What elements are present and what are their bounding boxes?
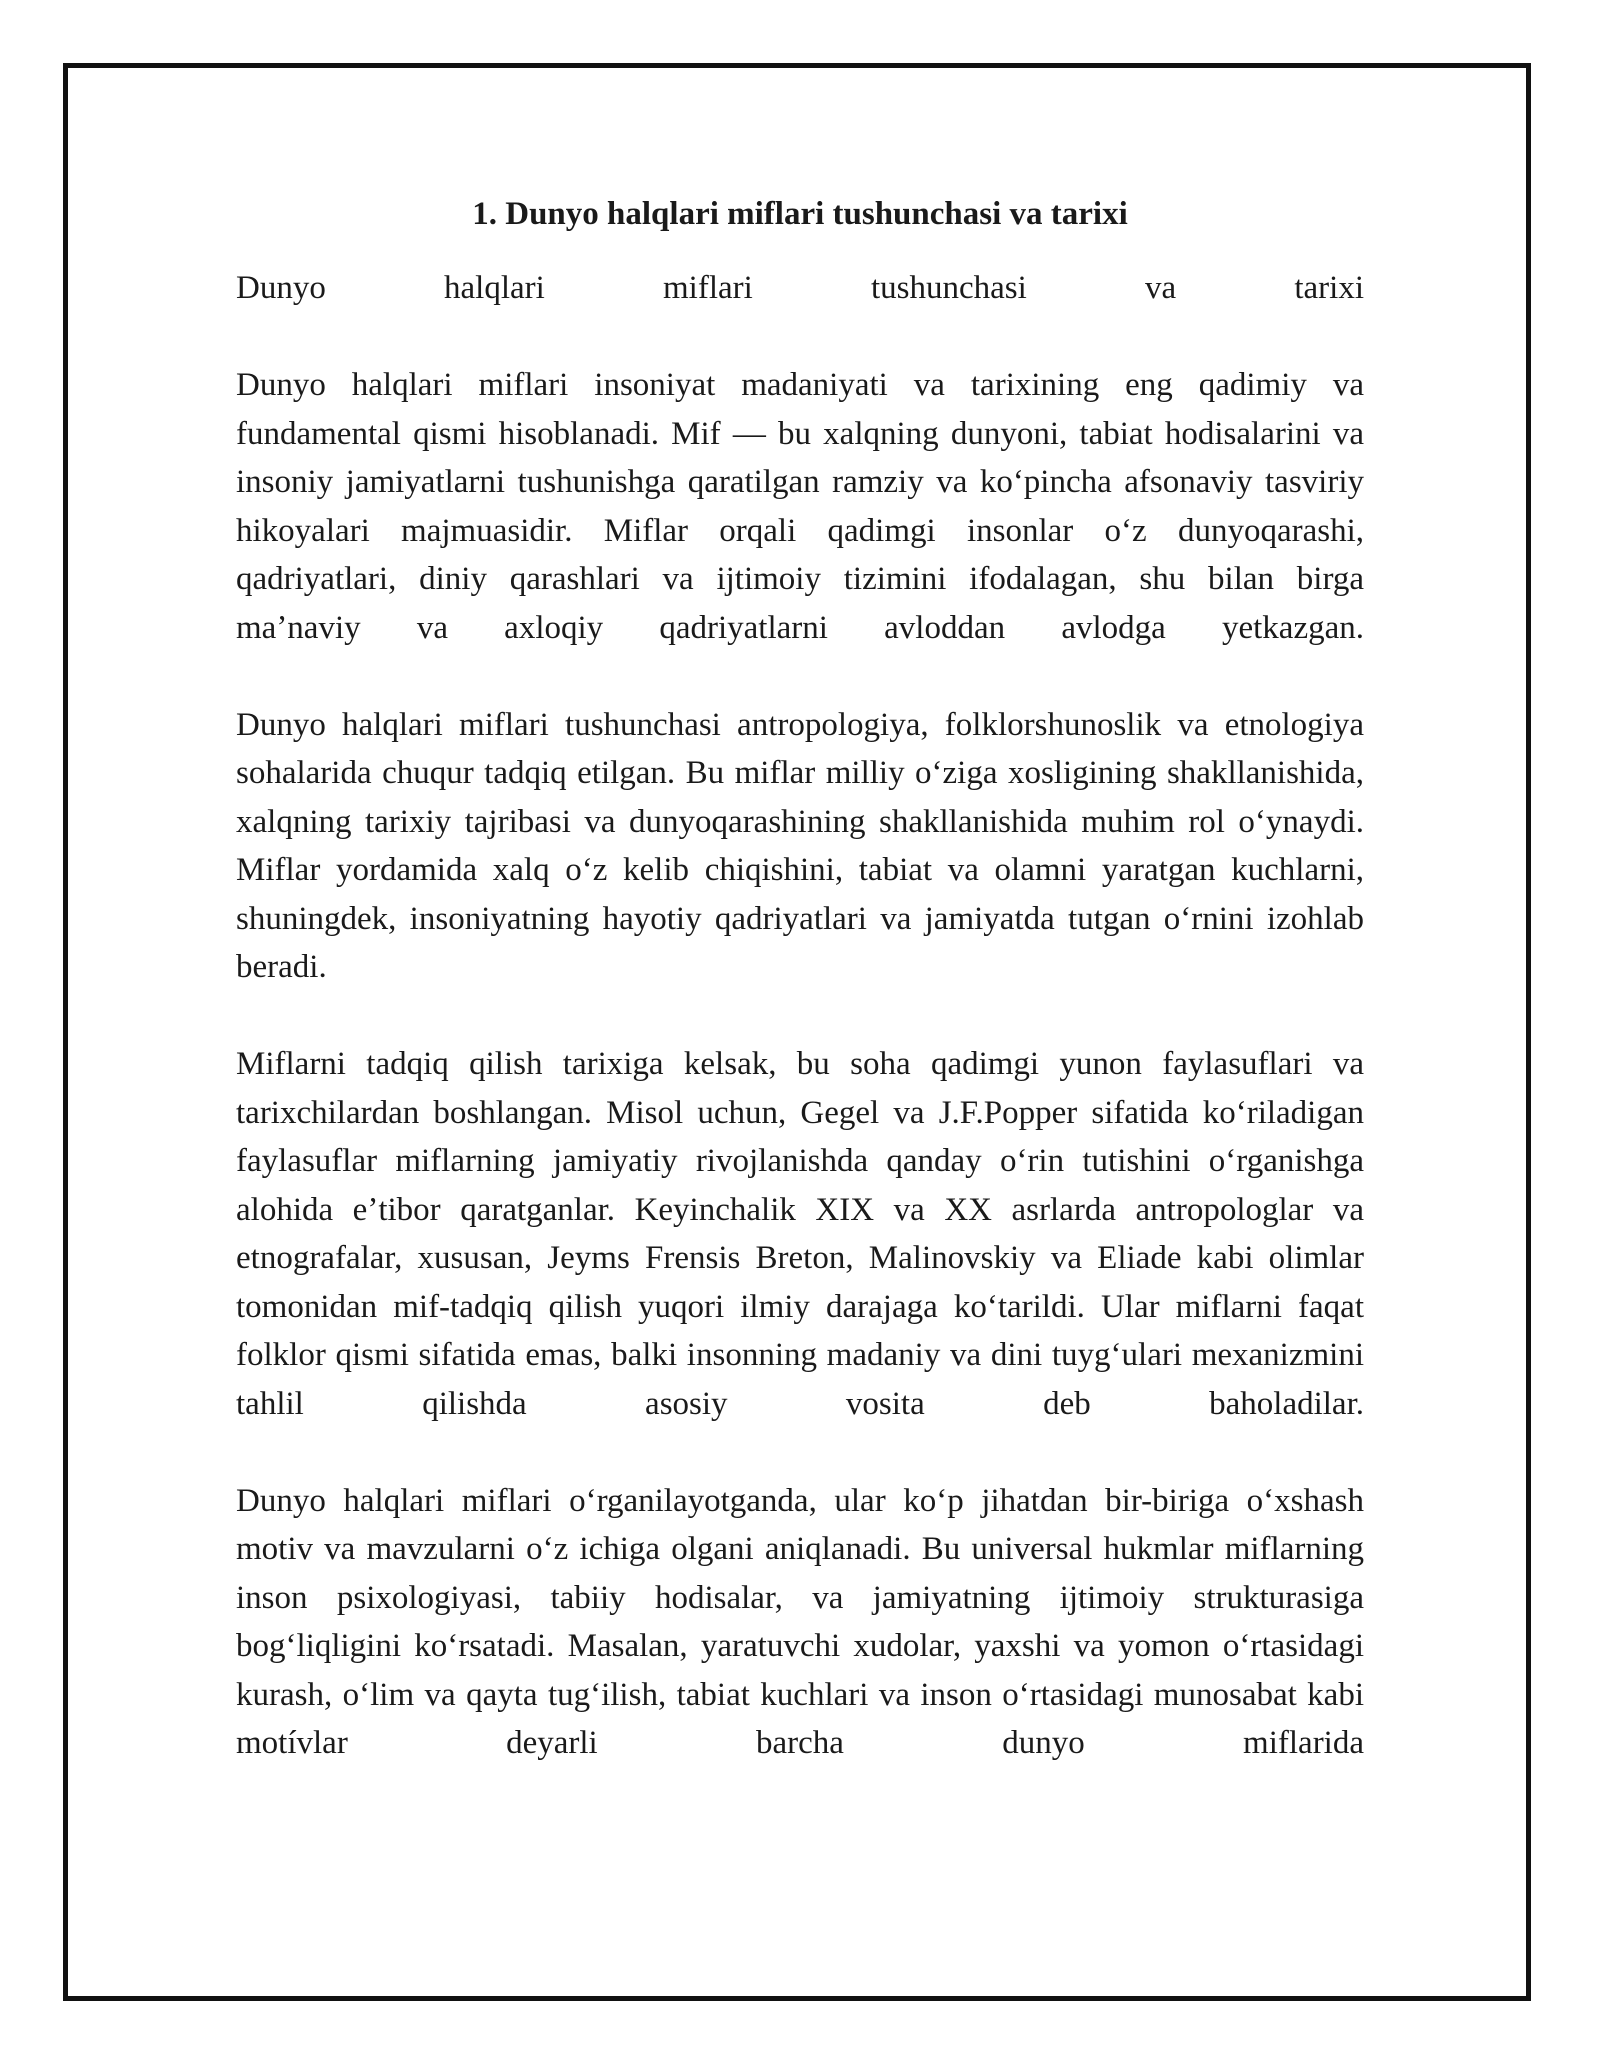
- paragraph-subtitle: Dunyo halqlari miflari tushunchasi va tarixi: [236, 270, 1364, 306]
- paragraph-3: Miflarni tadqiq qilish tarixiga kelsak, bu soha qadimgi yunon faylasuflari va tarixchilardan boshlangan. Misol uchun, Gegel va J.F.Popper sifatida koʻriladigan faylasuflar miflarning jamiyatiy rivojlanishda qanday oʻrin tutishini oʻrganishga alohida eʼtibor qaratganlar. Keyinchalik XIX va XX asrlarda antropologlar va etnografalar, xususan, Jeyms Frensis Breton, Malinovskiy va Eliade kabi olimlar tomonidan mif-tadqiq qilish yuqori ilmiy darajaga koʻtarildi. Ular miflarni faqat folklor qismi sifatida emas, balki insonning madaniy va dini tuygʻulari mexanizmini tahlil qilishda asosiy vosita deb baholadilar.: [236, 1046, 1364, 1422]
- document-title: 1. Dunyo halqlari miflari tushunchasi va tarixi: [472, 196, 1128, 232]
- document-body: [236, 190, 1364, 1768]
- paragraph-4: Dunyo halqlari miflari oʻrganilayotganda, ular koʻp jihatdan bir-biriga oʻxshash motiv va mavzularni oʻz ichiga olgani aniqlanadi. Bu universal hukmlar miflarning inson psixologiyasi, tabiiy hodisalar, va jamiyatning ijtimoiy strukturasiga bogʻliqligini koʻrsatadi. Masalan, yaratuvchi xudolar, yaxshi va yomon oʻrtasidagi kurash, oʻlim va qayta tugʻilish, tabiat kuchlari va inson oʻrtasidagi munosabat kabi motívlar deyarli barcha dunyo miflarida: [236, 1482, 1364, 1761]
- paragraph-1: Dunyo halqlari miflari insoniyat madaniyati va tarixining eng qadimiy va fundamental qismi hisoblanadi. Mif — bu xalqning dunyoni, tabiat hodisalarini va insoniy jamiyatlarni tushunishga qaratilgan ramziy va koʻpincha afsonaviy tasviriy hikoyalari majmuasidir. Miflar orqali qadimgi insonlar oʻz dunyoqarashi, qadriyatlari, diniy qarashlari va ijtimoiy tizimini ifodalagan, shu bilan birga maʼnaviy va axloqiy qadriyatlarni avloddan avlodga yetkazgan.: [236, 367, 1364, 646]
- paragraph-2: Dunyo halqlari miflari tushunchasi antropologiya, folklorshunoslik va etnologiya sohalarida chuqur tadqiq etilgan. Bu miflar milliy oʻziga xosligining shakllanishida, xalqning tarixiy tajribasi va dunyoqarashining shakllanishida muhim rol oʻynaydi. Miflar yordamida xalq oʻz kelib chiqishini, tabiat va olamni yaratgan kuchlarni, shuningdek, insoniyatning hayotiy qadriyatlari va jamiyatda tutgan oʻrnini izohlab beradi.: [236, 706, 1364, 985]
